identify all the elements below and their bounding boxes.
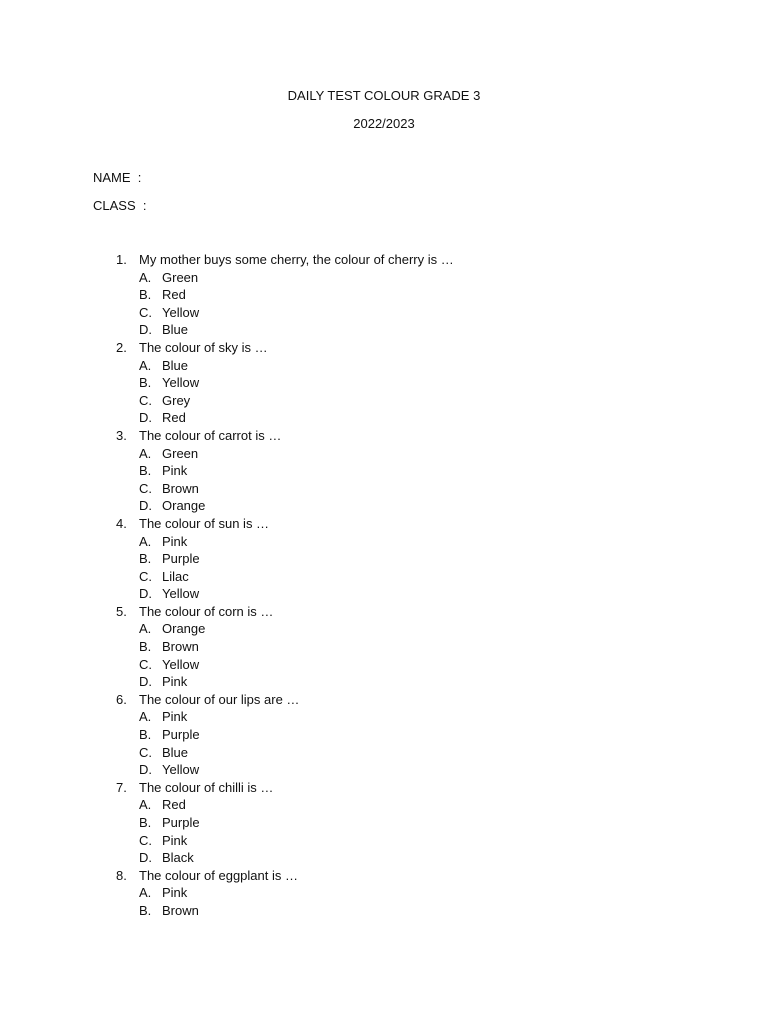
option-text: Purple xyxy=(162,551,200,567)
option-letter: B. xyxy=(139,902,152,918)
question-item xyxy=(0,427,768,445)
question-number: 1. xyxy=(116,252,127,267)
answer-option xyxy=(0,533,768,551)
question-item xyxy=(0,515,768,533)
option-letter: D. xyxy=(139,410,152,426)
question-item xyxy=(0,251,768,269)
answer-option xyxy=(0,884,768,902)
answer-option xyxy=(0,620,768,638)
question-text: The colour of corn is … xyxy=(139,603,274,619)
answer-option xyxy=(0,409,768,427)
option-text: Pink xyxy=(162,463,188,479)
option-text: Yellow xyxy=(162,762,200,778)
class-field-label: CLASS : xyxy=(93,198,147,213)
name-field-label: NAME : xyxy=(93,170,142,185)
option-text: Grey xyxy=(162,392,191,408)
question-number: 6. xyxy=(116,691,127,707)
answer-option xyxy=(0,374,768,392)
option-letter: D. xyxy=(139,322,152,338)
option-text: Pink xyxy=(162,533,188,549)
option-text: Orange xyxy=(162,621,206,637)
option-letter: D. xyxy=(139,850,152,866)
option-letter: C. xyxy=(139,656,152,672)
question-number: 8. xyxy=(116,867,127,883)
question-text: The colour of carrot is … xyxy=(139,427,282,443)
academic-year: 2022/2023 xyxy=(353,116,415,131)
question-item xyxy=(0,339,768,357)
option-text: Green xyxy=(162,269,199,285)
option-letter: A. xyxy=(139,445,152,461)
option-text: Purple xyxy=(162,727,200,743)
answer-option xyxy=(0,357,768,375)
option-letter: D. xyxy=(139,586,152,602)
option-text: Pink xyxy=(162,674,188,690)
option-text: Yellow xyxy=(162,304,200,320)
option-letter: D. xyxy=(139,674,152,690)
option-text: Yellow xyxy=(162,656,200,672)
option-letter: B. xyxy=(139,375,152,391)
option-letter: B. xyxy=(139,287,152,303)
answer-option xyxy=(0,445,768,463)
answer-option xyxy=(0,656,768,674)
question-item xyxy=(0,691,768,709)
answer-option xyxy=(0,832,768,850)
question-text: My mother buys some cherry, the colour of cherry is … xyxy=(139,252,454,267)
question-number: 2. xyxy=(116,339,127,355)
option-text: Brown xyxy=(162,902,199,918)
option-letter: B. xyxy=(139,551,152,567)
option-letter: A. xyxy=(139,797,152,813)
option-text: Blue xyxy=(162,744,189,760)
question-number: 3. xyxy=(116,427,127,443)
answer-option xyxy=(0,585,768,603)
answer-option xyxy=(0,814,768,832)
option-text: Pink xyxy=(162,885,188,901)
answer-option xyxy=(0,497,768,515)
question-text: The colour of our lips are … xyxy=(139,691,300,707)
option-text: Red xyxy=(162,410,186,426)
answer-option xyxy=(0,321,768,339)
option-text: Red xyxy=(162,797,186,813)
option-text: Lilac xyxy=(162,568,189,584)
option-text: Brown xyxy=(162,639,199,655)
question-number: 5. xyxy=(116,603,127,619)
document-title: DAILY TEST COLOUR GRADE 3 xyxy=(287,88,481,103)
question-text: The colour of sky is … xyxy=(139,339,268,355)
option-text: Yellow xyxy=(162,586,200,602)
option-text: Pink xyxy=(162,832,188,848)
answer-option xyxy=(0,269,768,287)
option-letter: B. xyxy=(139,639,152,655)
option-text: Blue xyxy=(162,357,189,373)
option-text: Green xyxy=(162,445,199,461)
answer-option xyxy=(0,796,768,814)
answer-option xyxy=(0,744,768,762)
option-letter: D. xyxy=(139,762,152,778)
option-letter: A. xyxy=(139,269,152,285)
answer-option xyxy=(0,480,768,498)
question-text: The colour of sun is … xyxy=(139,515,270,531)
option-text: Orange xyxy=(162,498,206,514)
answer-option xyxy=(0,902,768,920)
question-list xyxy=(0,251,768,920)
answer-option xyxy=(0,726,768,744)
question-text: The colour of chilli is … xyxy=(139,779,274,795)
answer-option xyxy=(0,550,768,568)
option-letter: B. xyxy=(139,815,152,830)
question-number: 7. xyxy=(116,779,127,795)
question-number: 4. xyxy=(116,515,127,531)
answer-option xyxy=(0,638,768,656)
answer-option xyxy=(0,304,768,322)
answer-option xyxy=(0,673,768,691)
option-letter: C. xyxy=(139,744,152,760)
answer-option xyxy=(0,392,768,410)
option-letter: C. xyxy=(139,304,152,320)
answer-option xyxy=(0,568,768,586)
option-text: Brown xyxy=(162,480,199,496)
option-letter: B. xyxy=(139,727,152,743)
option-letter: C. xyxy=(139,832,152,848)
option-text: Black xyxy=(162,850,194,866)
option-letter: A. xyxy=(139,621,152,637)
answer-option xyxy=(0,761,768,779)
option-text: Pink xyxy=(162,709,188,725)
answer-option xyxy=(0,849,768,867)
option-letter: D. xyxy=(139,498,152,514)
option-letter: A. xyxy=(139,533,152,549)
option-text: Blue xyxy=(162,322,189,338)
option-letter: A. xyxy=(139,885,152,901)
question-item xyxy=(0,779,768,797)
option-letter: C. xyxy=(139,568,152,584)
option-text: Red xyxy=(162,287,186,303)
option-letter: C. xyxy=(139,480,152,496)
question-item xyxy=(0,603,768,621)
question-item xyxy=(0,867,768,885)
answer-option xyxy=(0,286,768,304)
option-letter: A. xyxy=(139,709,152,725)
option-letter: C. xyxy=(139,392,152,408)
option-text: Purple xyxy=(162,815,200,830)
option-letter: B. xyxy=(139,463,152,479)
option-text: Yellow xyxy=(162,375,200,391)
option-letter: A. xyxy=(139,357,152,373)
answer-option xyxy=(0,708,768,726)
question-text: The colour of eggplant is … xyxy=(139,867,298,883)
answer-option xyxy=(0,462,768,480)
